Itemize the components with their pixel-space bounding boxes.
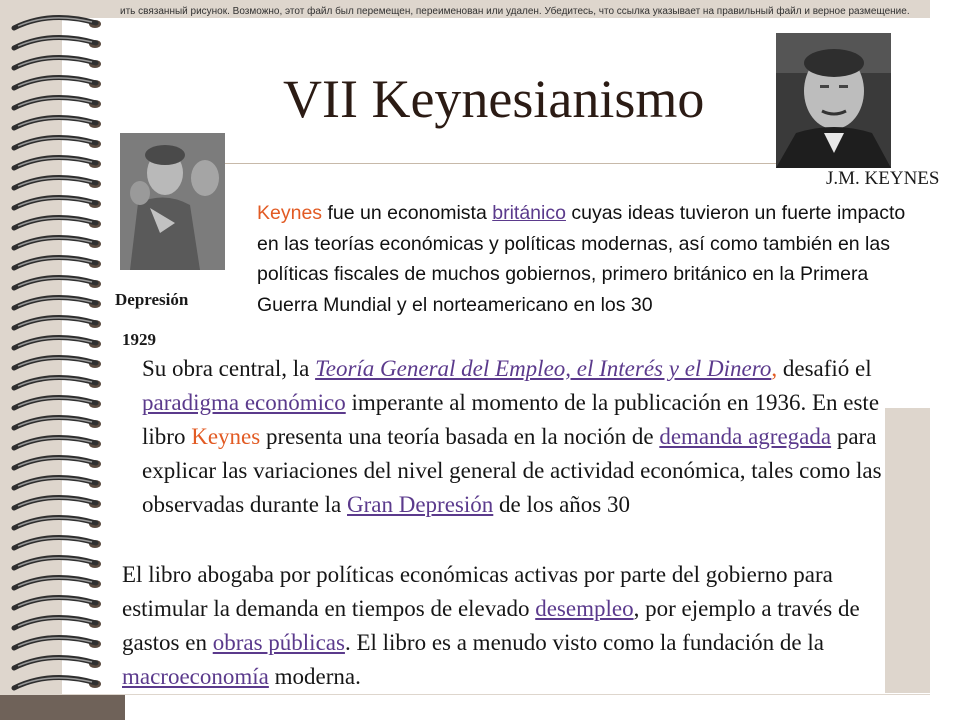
- keynes-caption: J.M. KEYNES: [826, 168, 940, 189]
- depression-caption-line2: 1929: [122, 330, 156, 349]
- paragraph-obra-central: [142, 352, 902, 522]
- paragraph-libro: [122, 558, 897, 694]
- keynes-portrait-image: [776, 33, 891, 168]
- binding-ring: [14, 458, 101, 468]
- link-demanda-agregada[interactable]: demanda agregada: [659, 424, 832, 449]
- p3-text-4: moderna.: [268, 664, 361, 689]
- p2-comma: ,: [771, 356, 778, 381]
- binding-ring: [14, 238, 101, 248]
- binding-ring: [14, 278, 101, 288]
- binding-ring: [14, 358, 101, 368]
- intro-paragraph: [257, 198, 907, 320]
- binding-ring: [14, 538, 101, 548]
- binding-ring: [14, 378, 101, 388]
- intro-text-2: cuyas ideas tuvieron un fuerte impacto en las teorías económicas y políticas modernas, así como también en las políticas fiscales de muchos gobiernos, primero británico en la Primera Guerra Mundial y el norteamericano en los 30: [257, 202, 906, 316]
- binding-ring: [14, 178, 101, 188]
- p2-text-6: de los años 30: [493, 492, 630, 517]
- binding-ring: [14, 98, 101, 108]
- binding-ring: [14, 158, 101, 168]
- link-paradigma-economico[interactable]: paradigma económico: [142, 390, 346, 415]
- binding-ring: [14, 518, 101, 528]
- binding-ring: [14, 658, 101, 668]
- link-desempleo[interactable]: desempleo: [535, 596, 634, 621]
- binding-ring: [14, 438, 101, 448]
- binding-ring: [14, 558, 101, 568]
- binding-ring: [14, 418, 101, 428]
- binding-ring: [14, 18, 101, 28]
- p2-text-5: para explicar las variaciones del nivel general de actividad económica, tales como las observadas durante la: [142, 424, 882, 517]
- p3-text-1: El libro abogaba por políticas económicas activas por parte del gobierno para estimular la demanda en tiempos de elevado: [122, 562, 833, 621]
- link-britanico[interactable]: británico: [492, 202, 566, 224]
- spiral-binding: [0, 0, 120, 700]
- intro-text-1: fue un economista: [322, 202, 493, 224]
- binding-ring: [14, 578, 101, 588]
- binding-ring: [14, 198, 101, 208]
- binding-ring: [14, 78, 101, 88]
- binding-ring: [14, 298, 101, 308]
- binding-ring: [14, 398, 101, 408]
- binding-ring: [14, 118, 101, 128]
- binding-ring: [14, 258, 101, 268]
- binding-ring: [14, 478, 101, 488]
- slide-title: VII Keynesianismo: [283, 69, 705, 129]
- p2-text-4: presenta una teoría basada en la noción de: [260, 424, 660, 449]
- binding-ring: [14, 38, 101, 48]
- p2-text-3: imperante al momento de la publicación en 1936. En este libro: [142, 390, 880, 449]
- binding-ring: [14, 498, 101, 508]
- title-divider: [120, 163, 820, 164]
- p2-text-1: Su obra central, la: [142, 356, 316, 381]
- link-teoria-general[interactable]: Teoría General del Empleo, el Interés y el Dinero: [315, 356, 772, 381]
- binding-ring: [14, 218, 101, 228]
- p2-text-2: desafió el: [777, 356, 872, 381]
- link-gran-depresion[interactable]: Gran Depresión: [347, 492, 494, 517]
- binding-ring: [14, 338, 101, 348]
- link-macroeconomia[interactable]: macroeconomía: [122, 664, 269, 689]
- binding-ring: [14, 318, 101, 328]
- binding-ring: [14, 138, 101, 148]
- binding-ring: [14, 598, 101, 608]
- p3-text-2: , por ejemplo a través de gastos en: [122, 596, 860, 655]
- keynes-highlight-2: Keynes: [191, 424, 261, 449]
- link-obras-publicas[interactable]: obras públicas: [212, 630, 345, 655]
- binding-ring: [14, 618, 101, 628]
- depression-caption-line1: Depresión: [115, 290, 189, 309]
- binding-ring: [14, 58, 101, 68]
- binding-ring: [14, 678, 101, 688]
- binding-ring: [14, 638, 101, 648]
- p3-text-3: . El libro es a menudo visto como la fundación de la: [344, 630, 824, 655]
- broken-image-notice: ить связанный рисунок. Возможно, этот файл был перемещен, переименован или удален. Убедитесь, что ссылка указывает на правильный файл и верное размещение.: [120, 6, 910, 17]
- depression-photo-image: [120, 133, 225, 270]
- keynes-highlight: Keynes: [257, 202, 323, 224]
